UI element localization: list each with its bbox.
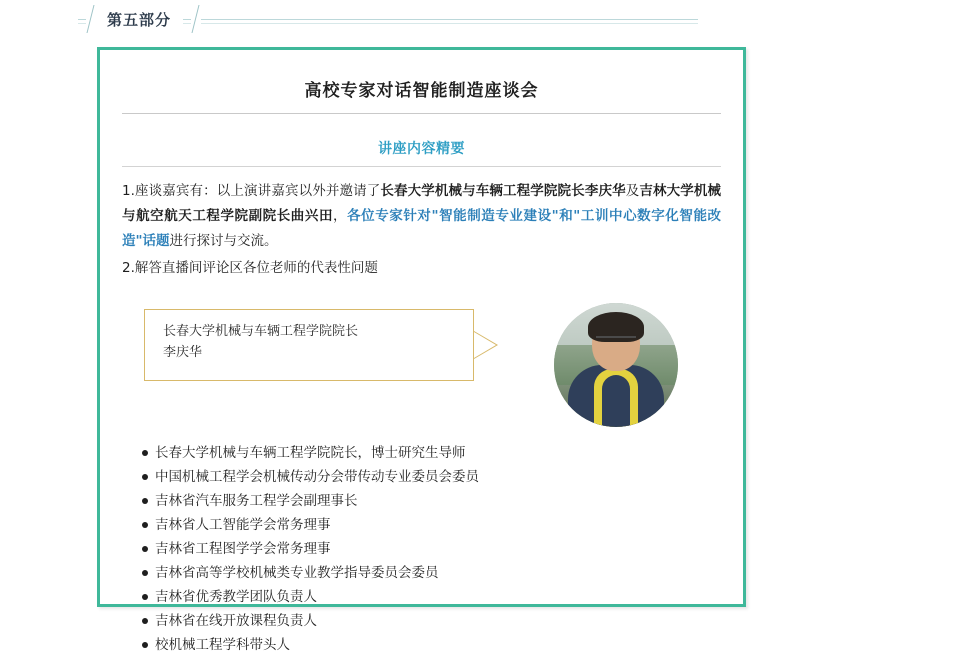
credentials-list bbox=[122, 441, 721, 657]
paragraph-1 bbox=[122, 179, 721, 254]
list-item: 吉林省汽车服务工程学会副理事长 bbox=[142, 489, 721, 513]
list-item: 长春大学机械与车辆工程学院院长，博士研究生导师 bbox=[142, 441, 721, 465]
para1-bold-1: 长春大学机械与车辆工程学院院长李庆华 bbox=[380, 183, 626, 199]
portrait-shirt-stripe-inner bbox=[602, 375, 630, 427]
card-inner bbox=[100, 50, 743, 653]
callout-arrow-icon bbox=[474, 332, 496, 358]
banner-slash-right-icon bbox=[191, 5, 201, 33]
speaker-portrait bbox=[554, 303, 678, 427]
list-item: 吉林省工程图学学会常务理事 bbox=[142, 537, 721, 561]
paragraph-2: 2.解答直播间评论区各位老师的代表性问题 bbox=[122, 260, 378, 276]
para1-prefix: 1.座谈嘉宾有：以上演讲嘉宾以外并邀请了 bbox=[122, 183, 381, 199]
para1-comma: ， bbox=[333, 208, 348, 224]
page-title: 高校专家对话智能制造座谈会 bbox=[122, 76, 721, 114]
para1-highlight: 各位专家针对"智能制造专业建设"和"工训中心数字化智能改造"话题 bbox=[122, 208, 722, 249]
section-banner bbox=[0, 0, 959, 40]
list-item: 吉林省人工智能学会常务理事 bbox=[142, 513, 721, 537]
callout-line-2: 李庆华 bbox=[163, 345, 203, 360]
list-item: 校机械工程学科带头人 bbox=[142, 633, 721, 657]
section-label: 第五部分 bbox=[95, 6, 183, 32]
content-card bbox=[97, 47, 746, 653]
speaker-row bbox=[122, 303, 721, 433]
list-item: 吉林省高等学校机械类专业教学指导委员会委员 bbox=[142, 561, 721, 585]
section-subtitle: 讲座内容精要 bbox=[122, 138, 721, 167]
para1-suffix: 进行探讨与交流。 bbox=[169, 233, 278, 249]
list-item: 吉林省优秀教学团队负责人 bbox=[142, 585, 721, 609]
speaker-callout bbox=[144, 309, 474, 381]
callout-line-1: 长春大学机械与车辆工程学院院长 bbox=[163, 324, 359, 339]
list-item: 吉林省在线开放课程负责人 bbox=[142, 609, 721, 633]
list-item: 中国机械工程学会机械传动分会带传动专业委员会委员 bbox=[142, 465, 721, 489]
para1-mid: 及 bbox=[625, 183, 640, 199]
para1-bold-2: 吉林大学机械与航空航天工程学院副院长曲兴田 bbox=[122, 183, 722, 224]
portrait-glasses-icon bbox=[596, 336, 636, 348]
